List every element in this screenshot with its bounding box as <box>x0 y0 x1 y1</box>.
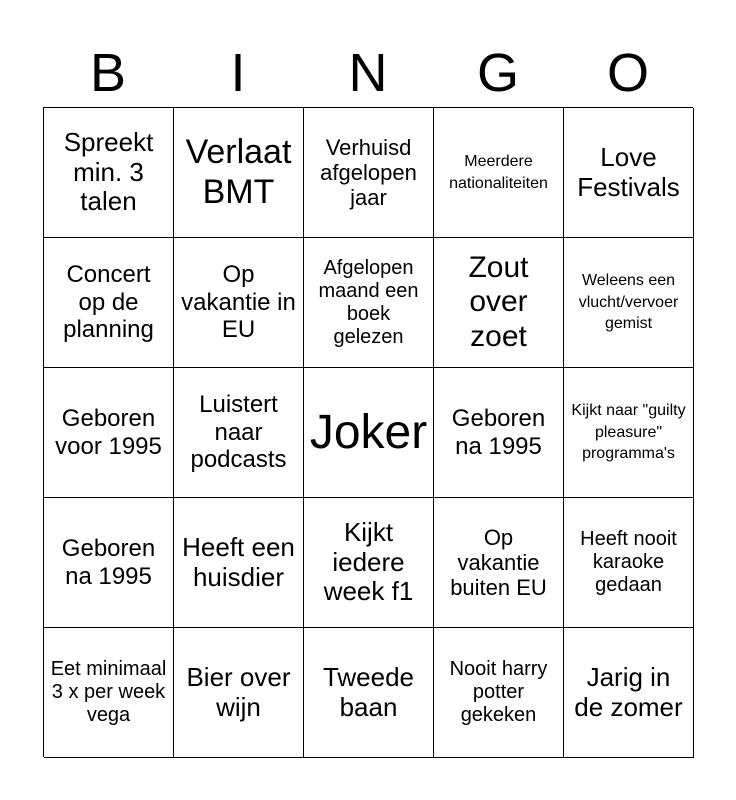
bingo-cell[interactable]: Concert op de planning <box>44 238 174 368</box>
bingo-cell[interactable]: Kijkt naar "guilty pleasure" programma's <box>564 368 694 498</box>
bingo-cell[interactable]: Afgelopen maand een boek gelezen <box>304 238 434 368</box>
bingo-cell-free[interactable]: Joker <box>304 368 434 498</box>
header-letter-o: O <box>606 43 649 103</box>
bingo-cell[interactable]: Luistert naar podcasts <box>174 368 304 498</box>
bingo-cell[interactable]: Jarig in de zomer <box>564 628 694 758</box>
bingo-cell[interactable]: Geboren voor 1995 <box>44 368 174 498</box>
bingo-cell[interactable]: Weleens een vlucht/vervoer gemist <box>564 238 694 368</box>
bingo-cell[interactable]: Heeft een huisdier <box>174 498 304 628</box>
bingo-cell[interactable]: Verlaat BMT <box>174 108 304 238</box>
bingo-cell[interactable]: Heeft nooit karaoke gedaan <box>564 498 694 628</box>
bingo-cell[interactable]: Tweede baan <box>304 628 434 758</box>
header-letter-b: B <box>89 43 127 103</box>
bingo-cell[interactable]: Nooit harry potter gekeken <box>434 628 564 758</box>
bingo-cell[interactable]: Bier over wijn <box>174 628 304 758</box>
bingo-cell[interactable]: Zout over zoet <box>434 238 564 368</box>
bingo-cell[interactable]: Love Festivals <box>564 108 694 238</box>
bingo-cell[interactable]: Meerdere nationaliteiten <box>434 108 564 238</box>
bingo-cell[interactable]: Geboren na 1995 <box>44 498 174 628</box>
bingo-cell[interactable]: Spreekt min. 3 talen <box>44 108 174 238</box>
header-letter-n: N <box>348 43 388 103</box>
bingo-cell[interactable]: Verhuisd afgelopen jaar <box>304 108 434 238</box>
bingo-cell[interactable]: Kijkt iedere week f1 <box>304 498 434 628</box>
bingo-cell[interactable]: Op vakantie buiten EU <box>434 498 564 628</box>
header-letter-g: G <box>476 43 519 103</box>
bingo-cell[interactable]: Geboren na 1995 <box>434 368 564 498</box>
bingo-board <box>43 107 693 757</box>
bingo-cell[interactable]: Eet minimaal 3 x per week vega <box>44 628 174 758</box>
bingo-cell[interactable]: Op vakantie in EU <box>174 238 304 368</box>
bingo-header <box>43 40 693 106</box>
header-letter-i: I <box>230 43 246 103</box>
